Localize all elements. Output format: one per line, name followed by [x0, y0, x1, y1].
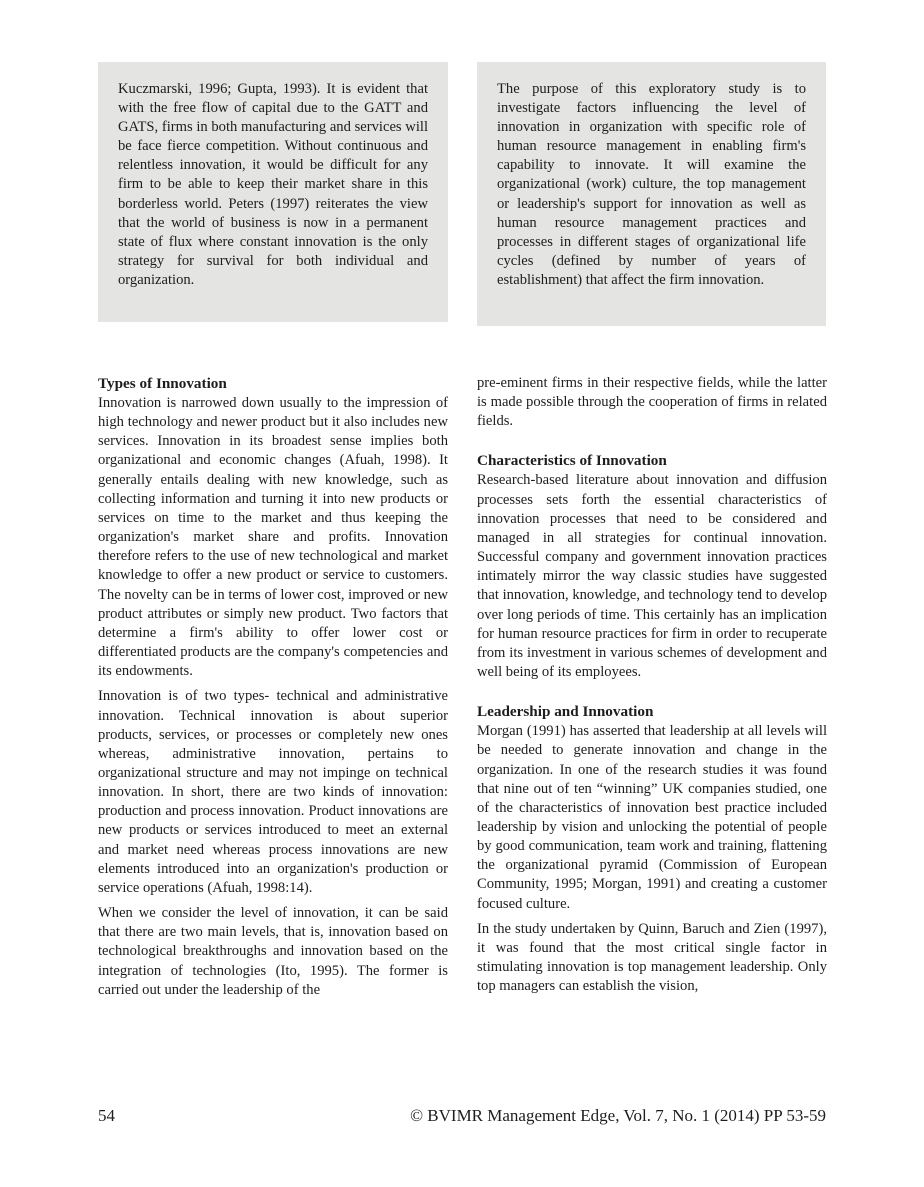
section-heading-characteristics-of-innovation: Characteristics of Innovation [477, 452, 667, 470]
left-column [98, 374, 448, 1000]
highlight-box-right-text: The purpose of this exploratory study is to investigate factors influencing the level of innovation in organization with specific role of human resource management in enabling firm's capability to innovate. It will examine the organizational (work) culture, the top management or leadership's support for innovation as well as human resource management practices and processes in different stages of organizational life cycles (defined by number of years of establishment) that affect the firm innovation. [497, 81, 806, 288]
page-number: 54 [98, 1106, 115, 1125]
body-paragraph: pre-eminent firms in their respective fields, while the latter is made possible through the cooperation of firms in related fields. [477, 375, 827, 430]
journal-citation: © BVIMR Management Edge, Vol. 7, No. 1 (2014) PP 53-59 [410, 1106, 826, 1125]
section-heading-leadership-and-innovation: Leadership and Innovation [477, 703, 654, 721]
body-paragraph: When we consider the level of innovation, it can be said that there are two main levels, that is, innovation based on technological breakthroughs and innovation based on the integration of technologies (Ito, 1995). The former is carried out under the leadership of the [98, 905, 448, 998]
body-paragraph: In the study undertaken by Quinn, Baruch and Zien (1997), it was found that the most critical single factor in stimulating innovation is top management leadership. Only top managers can establish the vision, [477, 920, 827, 995]
body-paragraph: Morgan (1991) has asserted that leadership at all levels will be needed to generate innovation and change in the organization. In one of the research studies it was found that nine out of ten “winning” UK companies studied, one of the characteristics of innovation best practice included leadership by vision and unlocking the potential of people by good communication, team work and training, flattening the organizational pyramid (Commission of European Community, 1995; Morgan, 1991) and creating a customer focused culture. [477, 723, 827, 912]
highlight-box-left-text: Kuczmarski, 1996; Gupta, 1993). It is evident that with the free flow of capital due to the GATT and GATS, firms in both manufacturing and services will be face fierce competition. Without continuous and relentless innovation, it would be difficult for any firm to be able to keep their market share in this borderless world. Peters (1997) reiterates the view that the world of business is now in a permanent state of flux where constant innovation is the only strategy for survival for both individual and organization. [118, 81, 428, 288]
right-column [477, 374, 827, 996]
highlight-box-right [477, 62, 826, 326]
body-paragraph: Innovation is of two types- technical and administrative innovation. Technical innovation is about superior products, services, or processes or completely new ones whereas, administrative innovation, pertains to organizational structure and may not impinge on technical innovation. In short, there are two kinds of innovation: production and process innovation. Product innovations are new products or services introduced to meet an external and market need whereas process innovations are new elements introduced into an organization's production or service operations (Afuah, 1998:14). [98, 688, 448, 896]
body-paragraph: Innovation is narrowed down usually to the impression of high technology and newer product but it also includes new services. Innovation in its broadest sense implies both organizational and economic changes (Afuah, 1998). It generally entails dealing with new knowledge, such as collecting information and turning it into new products or services on time to the market and thus keeping the organization's market share and profits. Innovation therefore refers to the use of new technological and market knowledge to offer a new product or service to customers. The novelty can be in terms of lower cost, improved or new product attributes or simply new product. Two factors that determine a firm's ability to offer lower cost or differentiated products are the company's competencies and its endowments. [98, 395, 448, 680]
body-paragraph: Research-based literature about innovation and diffusion processes sets forth the essential characteristics of innovation processes that need to be considered and managed in all strategies for continual innovation. Successful company and government innovation practices intimately mirror the way classic studies have suggested that innovation, knowledge, and technology tend to develop over long periods of time. This certainly has an implication for human resource practices for firm in order to recuperate from its investment in various schemes of development and well being of its employees. [477, 472, 827, 681]
section-heading-types-of-innovation: Types of Innovation [98, 375, 227, 392]
highlight-box-left [98, 62, 448, 322]
